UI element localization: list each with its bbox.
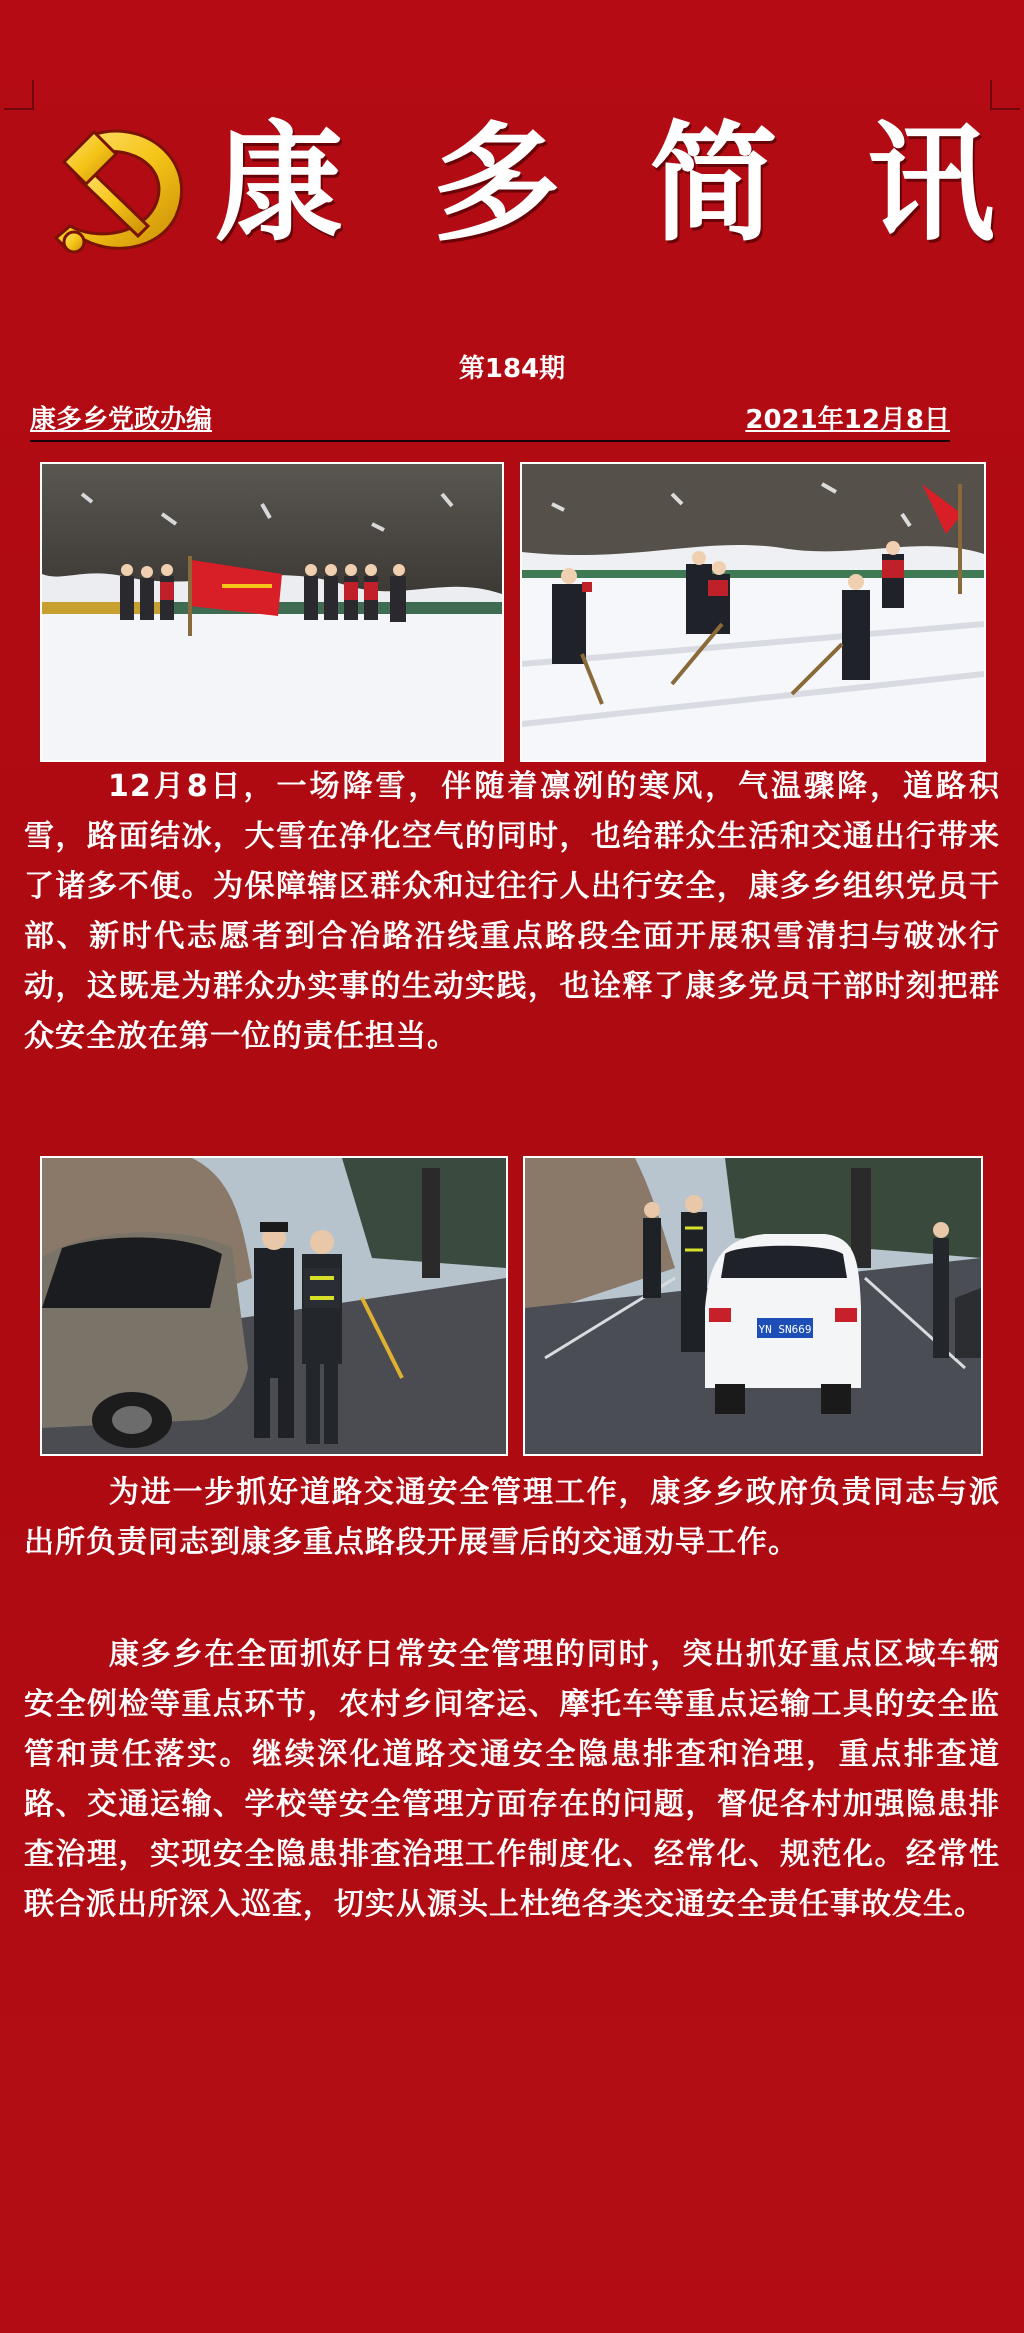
issue-number: 第184期 [458, 354, 566, 384]
issue-date: 2021年12月8日 [745, 405, 950, 435]
photo-snow-clearing [520, 462, 986, 762]
masthead-char: 康 [215, 110, 344, 259]
license-plate: YN SN669 [758, 1323, 812, 1336]
photo-traffic-check-car [40, 1156, 508, 1456]
article-paragraph: 为进一步抓好道路交通安全管理工作，康多乡政府负责同志与派出所负责同志到康多重点路段开展雪后的交通劝导工作。 [24, 1475, 1000, 1560]
article-paragraph: 康多乡在全面抓好日常安全管理的同时，突出抓好重点区域车辆安全例检等重点环节，农村乡间客运、摩托车等重点运输工具的安全监管和责任落实。继续深化道路交通安全隐患排查和治理，重点排查道路、交通运输、学校等安全管理方面存在的问题，督促各村加强隐患排查治理，实现安全隐患排查治理工作制度化、经常化、规范化。经常性联合派出所深入巡查，切实从源头上杜绝各类交通安全责任事故发生。 [24, 1637, 1000, 1922]
party-emblem-icon [50, 108, 200, 268]
masthead-char: 讯 [866, 110, 995, 259]
byline [30, 400, 950, 442]
masthead-char: 多 [432, 110, 561, 259]
masthead-title [215, 110, 995, 260]
photo-traffic-check-road [523, 1156, 983, 1456]
corner-mark-right [990, 80, 1020, 110]
editor-label: 康多乡党政办编 [30, 405, 213, 435]
masthead-char: 简 [649, 110, 778, 259]
photo-volunteers-group [40, 462, 504, 762]
corner-mark-left [4, 80, 34, 110]
article-paragraph: 12月8日，一场降雪，伴随着凛冽的寒风，气温骤降，道路积雪，路面结冰，大雪在净化空气的同时，也给群众生活和交通出行带来了诸多不便。为保障辖区群众和过往行人出行安全，康多乡组织党员干部、新时代志愿者到合冶路沿线重点路段全面开展积雪清扫与破冰行动，这既是为群众办实事的生动实践，也诠释了康多党员干部时刻把群众安全放在第一位的责任担当。 [24, 769, 1000, 1054]
